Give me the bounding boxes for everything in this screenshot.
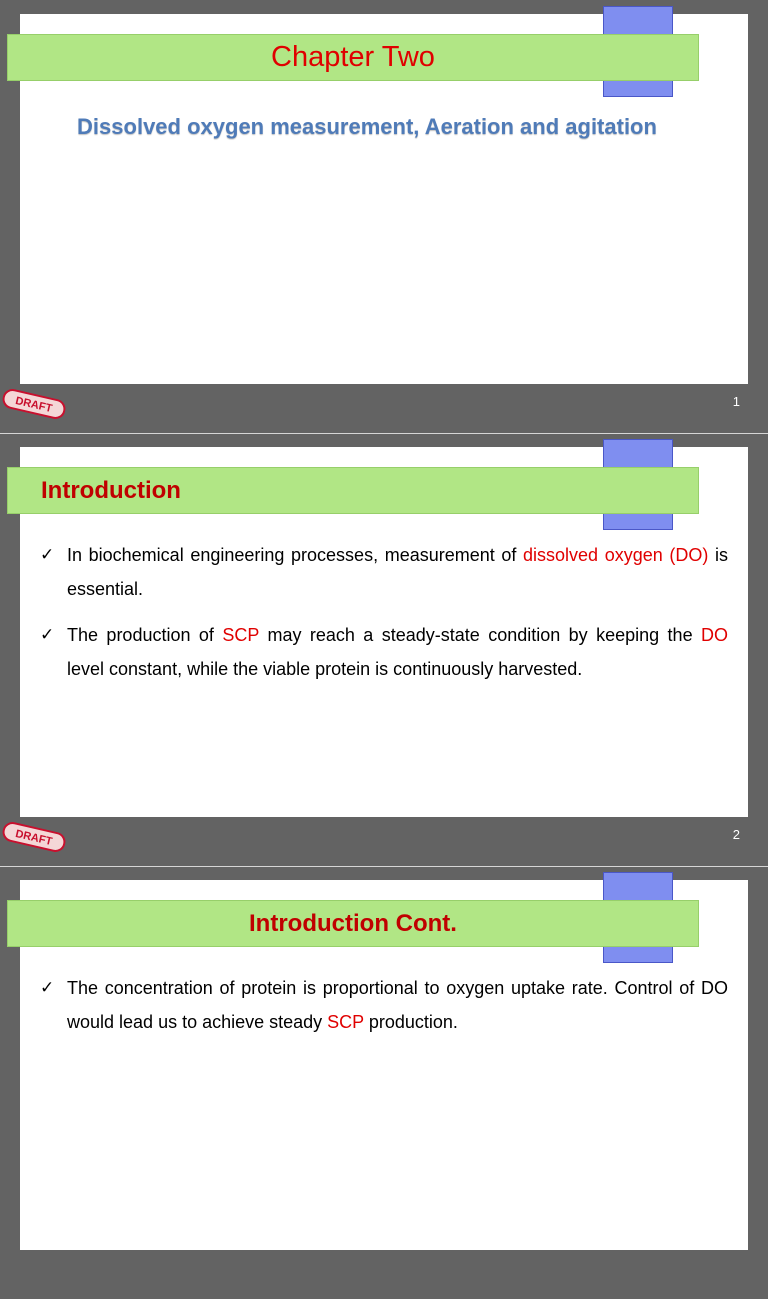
checkmark-icon: ✓ — [40, 625, 55, 644]
slide-subtitle: Dissolved oxygen measurement, Aeration and agitation — [77, 114, 657, 139]
page-number: 2 — [732, 827, 740, 842]
draft-stamp-icon — [1, 387, 68, 421]
list-item: ✓ In biochemical engineering processes, measurement of dissolved oxygen (DO) is essential. — [40, 538, 728, 606]
slide-2 — [0, 433, 768, 866]
draft-stamp-text: DRAFT — [14, 394, 54, 416]
slide-title — [7, 467, 699, 514]
list-item: ✓ The production of SCP may reach a steady-state condition by keeping the DO level constant, while the viable protein is continuously harvested. — [40, 618, 728, 686]
bullet-list — [40, 971, 728, 1051]
checkmark-icon: ✓ — [40, 978, 55, 997]
slide-title — [7, 900, 699, 947]
highlight-term: DO — [701, 625, 728, 645]
highlight-term: dissolved oxygen (DO) — [523, 545, 709, 565]
highlight-term: SCP — [327, 1012, 364, 1032]
page-number: 1 — [732, 394, 740, 409]
slide-title-text: Chapter Two — [271, 41, 435, 73]
slide-3 — [0, 866, 768, 1299]
draft-stamp-text: DRAFT — [14, 827, 54, 849]
checkmark-icon: ✓ — [40, 545, 55, 564]
list-item: ✓ The concentration of protein is proportional to oxygen uptake rate. Control of DO would lead us to achieve steady SCP production. — [40, 971, 728, 1039]
slide-title-text: Introduction — [41, 476, 181, 504]
draft-stamp-icon — [1, 820, 68, 854]
slide-1 — [0, 0, 768, 433]
bullet-list — [40, 538, 728, 698]
highlight-term: SCP — [222, 625, 260, 645]
slide-title-text: Introduction Cont. — [249, 909, 457, 937]
slide-title — [7, 34, 699, 81]
